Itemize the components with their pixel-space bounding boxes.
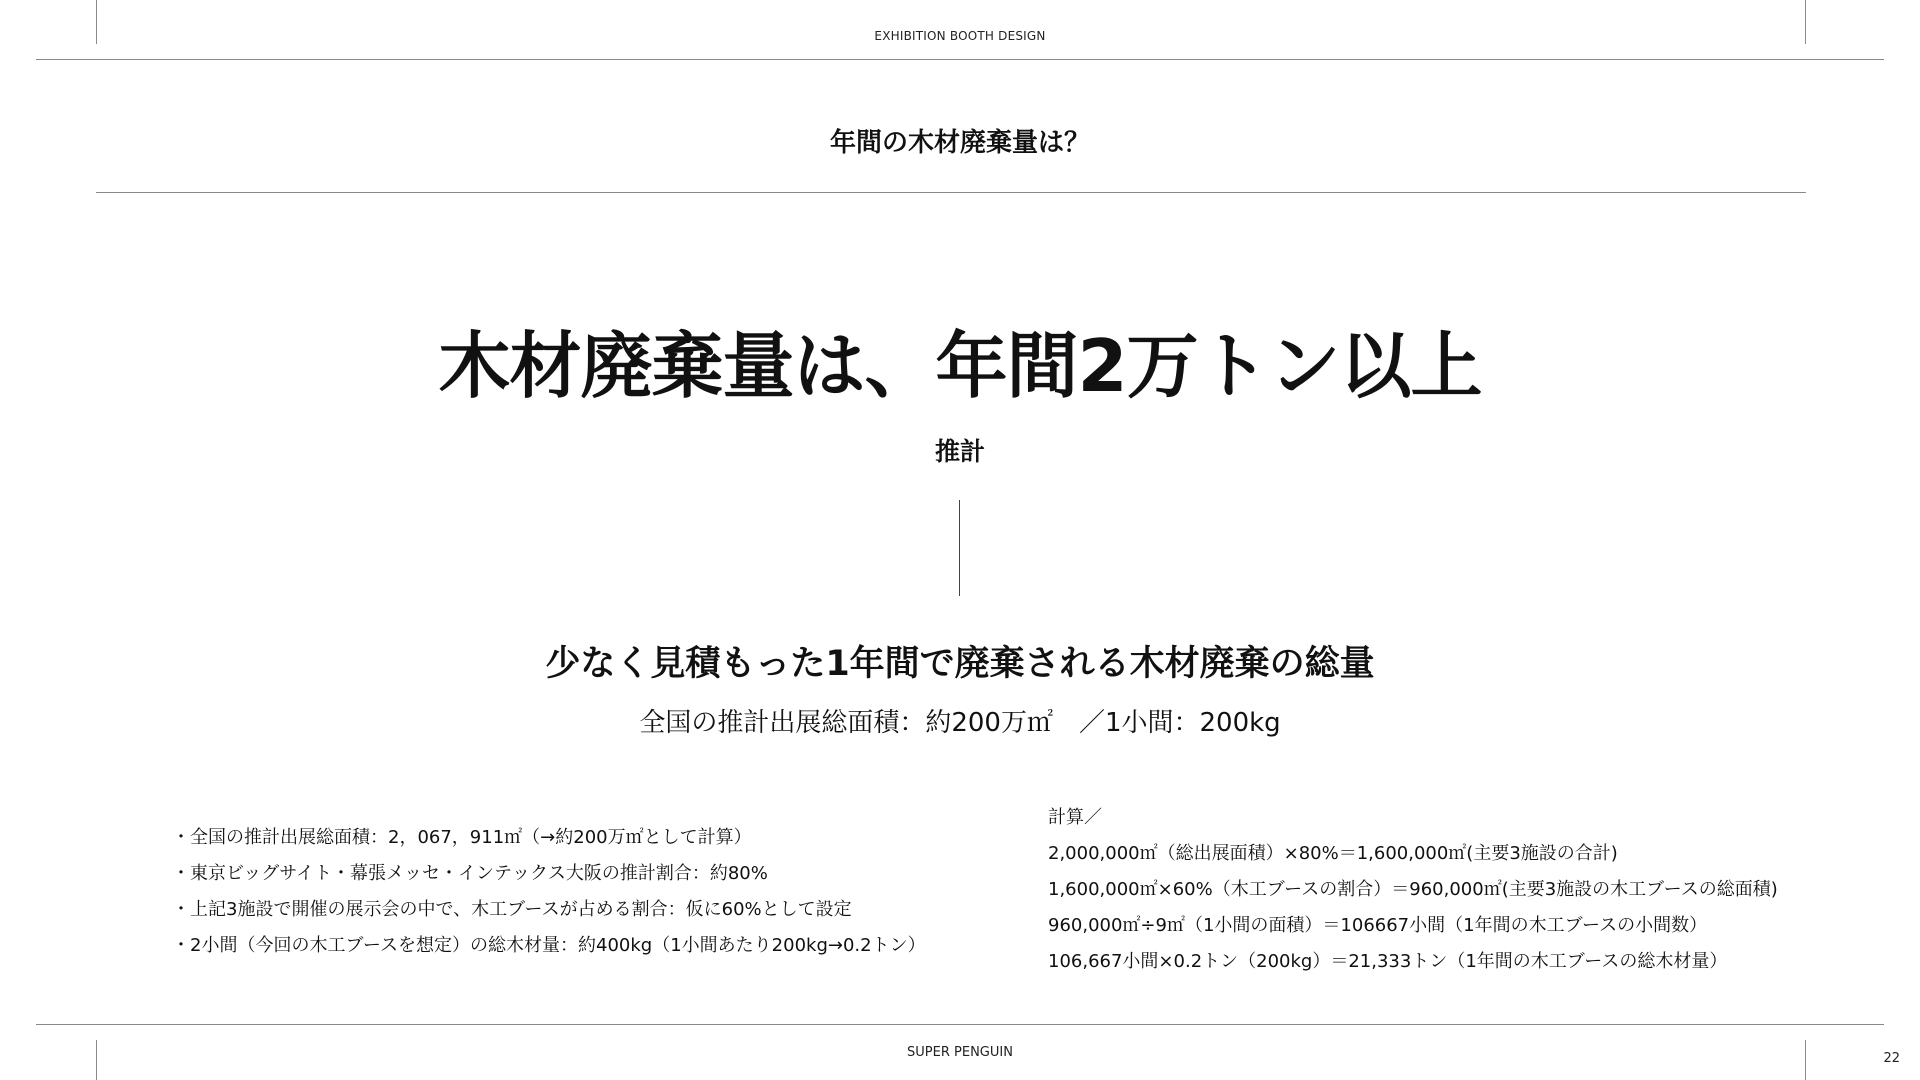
header-top-rule bbox=[36, 59, 1884, 60]
calculation-line: 960,000㎡÷9㎡（1小間の面積）＝106667小間（1年間の木工ブースの小間数） bbox=[1048, 915, 1708, 936]
header-label: EXHIBITION BOOTH DESIGN bbox=[874, 29, 1046, 43]
assumption-item: ・2小間（今回の木工ブースを想定）の総木材量：約400kg（1小間あたり200kg→0.2トン） bbox=[172, 935, 926, 956]
summary: 全国の推計出展総面積：約200万㎡ ／1小間：200kg bbox=[639, 708, 1281, 738]
page-number: 22 bbox=[1883, 1051, 1900, 1066]
section-title: 年間の木材廃棄量は？ bbox=[829, 128, 1090, 158]
statement: 少なく見積もった1年間で廃棄される木材廃棄の総量 bbox=[545, 644, 1375, 684]
assumption-item: ・東京ビッグサイト・幕張メッセ・インテックス大阪の推計割合：約80% bbox=[172, 863, 768, 884]
calculation-line: 106,667小間×0.2トン（200kg）＝21,333トン（1年間の木工ブースの総木材量） bbox=[1048, 951, 1728, 972]
assumption-item: ・上記3施設で開催の展示会の中で、木工ブースが占める割合：仮に60%として設定 bbox=[172, 899, 852, 920]
assumption-item: ・全国の推計出展総面積：2，067，911㎡（→約200万㎡として計算） bbox=[172, 827, 752, 848]
calculation-block bbox=[1048, 806, 1778, 986]
calculation-line: 1,600,000㎡×60%（木工ブースの割合）＝960,000㎡(主要3施設の木工ブースの総面積) bbox=[1048, 879, 1778, 900]
calculation-label: 計算／ bbox=[1048, 807, 1102, 828]
footer-top-rule bbox=[36, 1024, 1884, 1025]
section-rule bbox=[96, 192, 1806, 193]
footer-label: SUPER PENGUIN bbox=[907, 1045, 1013, 1060]
subhead: 推計 bbox=[934, 437, 985, 466]
assumptions-list bbox=[172, 826, 926, 970]
vertical-divider bbox=[959, 500, 960, 596]
headline: 木材廃棄量は、年間2万トン以上 bbox=[438, 324, 1482, 408]
calculation-line: 2,000,000㎡（総出展面積）×80%＝1,600,000㎡(主要3施設の合計) bbox=[1048, 843, 1618, 864]
